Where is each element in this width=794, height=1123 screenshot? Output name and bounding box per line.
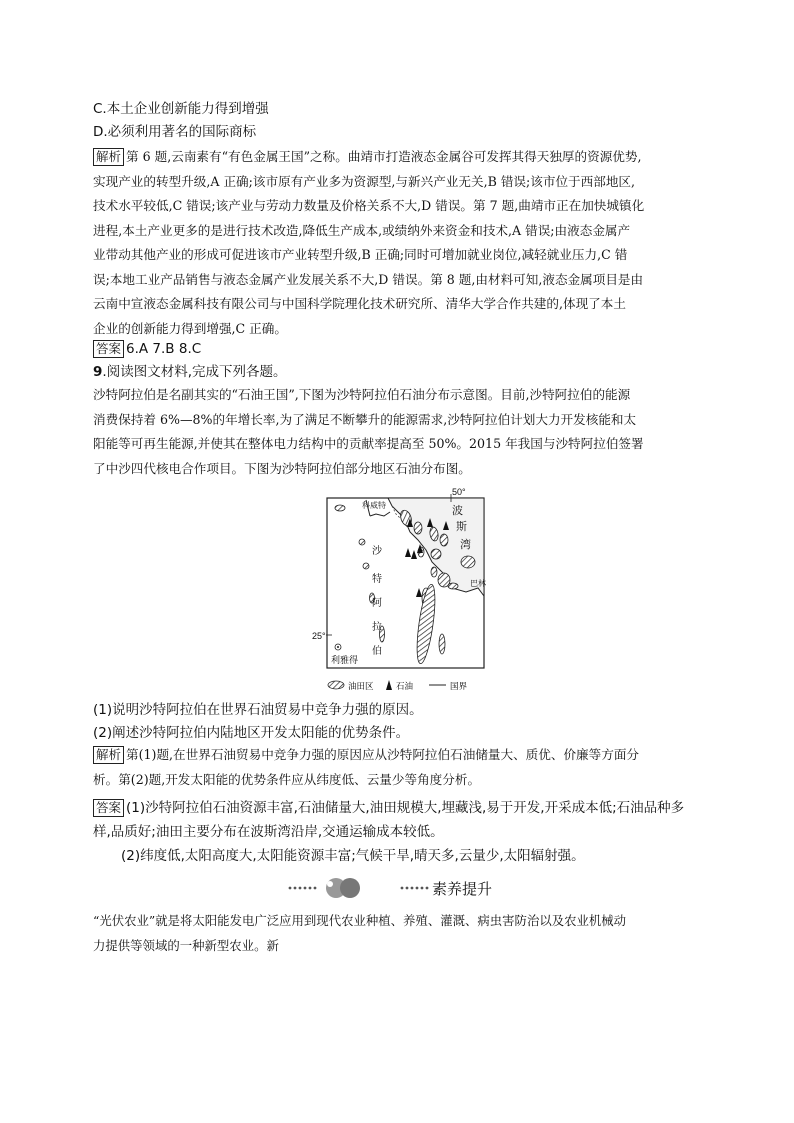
analysis-line: 误;本地工业产品销售与液态金属产业发展关系不大,D 错误。第 8 题,由材料可知,液态金属项目是由 [93, 271, 644, 287]
question-title-text: .阅读图文材料,完成下列各题。 [102, 364, 287, 380]
analysis-block [93, 145, 698, 341]
legend-oil: 石油 [396, 681, 414, 691]
answer-line: (2)纬度低,太阳高度大,太阳能资源丰富;气候干旱,晴天多,云量少,太阳辐射强。 [121, 848, 585, 864]
saudi-oil-map [312, 487, 491, 673]
section-decoration [286, 876, 626, 900]
country-label: 阿 [372, 598, 382, 609]
analysis-line: 第(1)题,在世界石油贸易中竞争力强的原因应从沙特阿拉伯石油储量大、质优、价廉等方面分 [126, 747, 640, 762]
closing-line: “光伏农业”就是将太阳能发电广泛应用到现代农业种植、养殖、灌溉、病虫害防治以及农业机械动 [93, 913, 627, 928]
analysis-line: 析。第(2)题,开发太阳能的优势条件应从纬度低、云量少等角度分析。 [93, 771, 481, 787]
answer-line: (1)沙特阿拉伯石油资源丰富,石油储量大,油田规模大,埋藏浅,易于开发,开采成本低;石油品种多 [126, 800, 685, 816]
closing-paragraph [93, 909, 698, 958]
gulf-label: 波 [452, 505, 463, 517]
oil-legend-icon [386, 680, 392, 690]
answer-line: 样,品质好;油田主要分布在波斯湾沿岸,交通运输成本较低。 [93, 824, 444, 840]
analysis-line: 云南中宣液态金属科技有限公司与中国科学院理化技术研究所、清华大学合作共建的,体现了本土 [93, 296, 626, 311]
question-material [93, 383, 698, 481]
kuwait-label: 科威特 [362, 501, 386, 510]
question-9-title [93, 362, 703, 382]
material-line: 消费保持着 6%—8%的年增长率,为了满足不断攀升的能源需求,沙特阿拉伯计划大力开发核能和太 [93, 411, 637, 427]
analysis-tag: 解析 [93, 148, 124, 166]
analysis-tag: 解析 [93, 746, 124, 764]
gulf-label: 斯 [456, 521, 467, 533]
analysis-line: 第 6 题,云南素有“有色金属王国”之称。曲靖市打造液态金属谷可发挥其得天独厚的资源优势, [126, 149, 642, 164]
material-line: 阳能等可再生能源,并使其在整体电力结构中的贡献率提高至 50%。2015 年我国与沙特阿拉伯签署 [93, 436, 644, 451]
legend-border: 国界 [450, 681, 468, 691]
section-title: 素养提升 [432, 881, 493, 898]
section-header [286, 876, 626, 900]
material-line: 了中沙四代核电合作项目。下图为沙特阿拉伯部分地区石油分布图。 [93, 460, 471, 476]
latitude-label: 25° [312, 631, 326, 641]
answer-tag: 答案 [93, 799, 124, 817]
material-line: 沙特阿拉伯是名副其实的“石油王国”,下图为沙特阿拉伯石油分布示意图。目前,沙特阿拉伯的能源 [93, 387, 631, 402]
analysis-2-block [93, 743, 698, 792]
country-label: 特 [372, 574, 382, 585]
answer-block [93, 339, 703, 359]
longitude-label: 50° [452, 487, 466, 497]
country-label: 伯 [372, 646, 382, 657]
analysis-line: 进程,本土产业更多的是进行技术改造,降低生产成本,或绩纳外来资金和技术,A 错误;由液态金属产 [93, 222, 631, 238]
map-legend [326, 678, 491, 692]
bahrain-label: 巴林 [470, 579, 486, 588]
analysis-line: 业带动其他产业的形成可促进该市产业转型升级,B 正确;同时可增加就业岗位,减轻就业压力,C 错 [93, 247, 628, 262]
analysis-line: 企业的创新能力得到增强,C 正确。 [93, 320, 287, 336]
subquestion-2: (2)阐述沙特阿拉伯内陆地区开发太阳能的优势条件。 [93, 725, 410, 741]
option-d: D.必须利用著名的国际商标 [93, 124, 257, 140]
country-label: 沙 [372, 546, 382, 557]
answer-text: 6.A 7.B 8.C [126, 341, 202, 357]
question-number: 9 [93, 364, 103, 380]
gulf-label: 湾 [460, 539, 471, 551]
oilfield-legend-icon [328, 681, 344, 689]
answer-tag: 答案 [93, 340, 124, 358]
closing-line: 力提供等领域的一种新型农业。新 [93, 937, 279, 953]
legend-oilfield: 油田区 [348, 681, 374, 691]
riyadh-label: 利雅得 [331, 655, 359, 665]
option-c: C.本土企业创新能力得到增强 [93, 101, 269, 117]
analysis-line: 实现产业的转型升级,A 正确;该市原有产业多为资源型,与新兴产业无关,B 错误;该市位于西部地区, [93, 173, 636, 189]
analysis-line: 技术水平较低,C 错误;该产业与劳动力数量及价格关系不大,D 错误。第 7 题,曲靖市正在加快城镇化 [93, 198, 645, 213]
subquestion-1: (1)说明沙特阿拉伯在世界石油贸易中竞争力强的原因。 [93, 702, 423, 718]
answer-2-block [93, 796, 703, 868]
country-label: 拉 [372, 622, 382, 633]
